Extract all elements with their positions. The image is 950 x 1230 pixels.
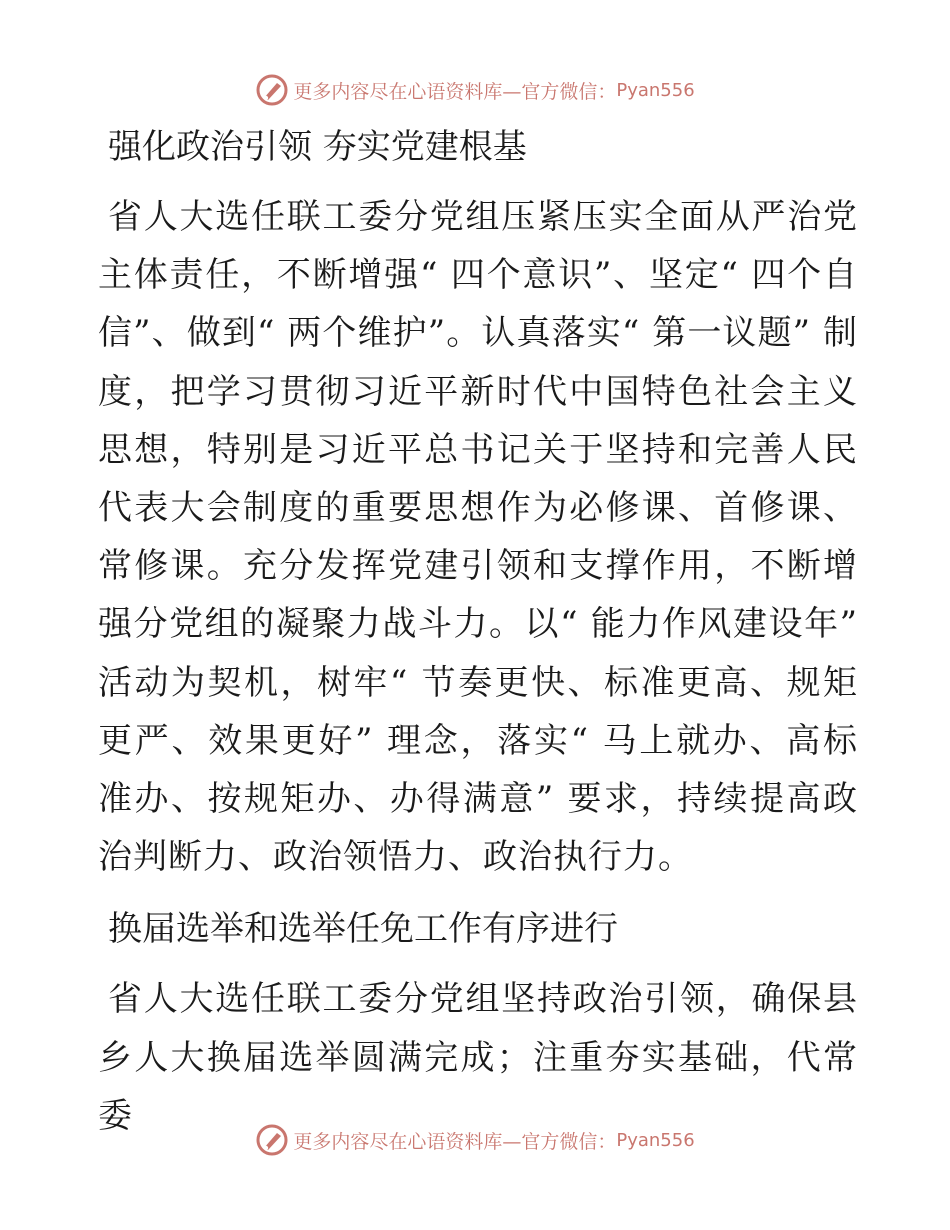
- header-watermark-banner: [0, 70, 950, 110]
- pen-circle-logo-icon: [255, 1123, 289, 1157]
- section-paragraph: 省人大选任联工委分党组坚持政治引领，确保县乡人大换届选举圆满完成；注重夯实基础，代常委: [98, 979, 858, 1136]
- section-paragraph: 省人大选任联工委分党组压紧压实全面从严治党主体责任，不断增强“ 四个意识”、坚定“ 四个自信”、做到“ 两个维护”。认真落实“ 第一议题” 制度，把学习贯彻习近平新时代中国特色社会主义思想，特别是习近平总书记关于坚持和完善人民代表大会制度的重要思想作为必修课、首修课、常修课。充分发挥党建引领和支撑作用，不断增强分党组的凝聚力战斗力。以“ 能力作风建设年” 活动为契机，树牢“ 节奏更快、标准更高、规矩更严、效果更好” 理念，落实“ 马上就办、高标准办、按规矩办、办得满意” 要求，持续提高政治判断力、政治领悟力、政治执行力。: [98, 197, 858, 878]
- banner-wechat-id: Pyan556: [616, 79, 695, 101]
- banner-text: 更多内容尽在心语资料库—官方微信：: [293, 1130, 617, 1153]
- section-heading: 换届选举和选举任免工作有序进行: [108, 909, 618, 950]
- section-heading: 强化政治引领 夯实党建根基: [108, 127, 527, 167]
- footer-watermark-banner: [0, 1120, 950, 1160]
- document-body: [98, 118, 858, 1145]
- banner-text: 更多内容尽在心语资料库—官方微信：: [293, 80, 617, 103]
- banner-wechat-id: Pyan556: [616, 1129, 695, 1151]
- pen-circle-logo-icon: [255, 73, 289, 107]
